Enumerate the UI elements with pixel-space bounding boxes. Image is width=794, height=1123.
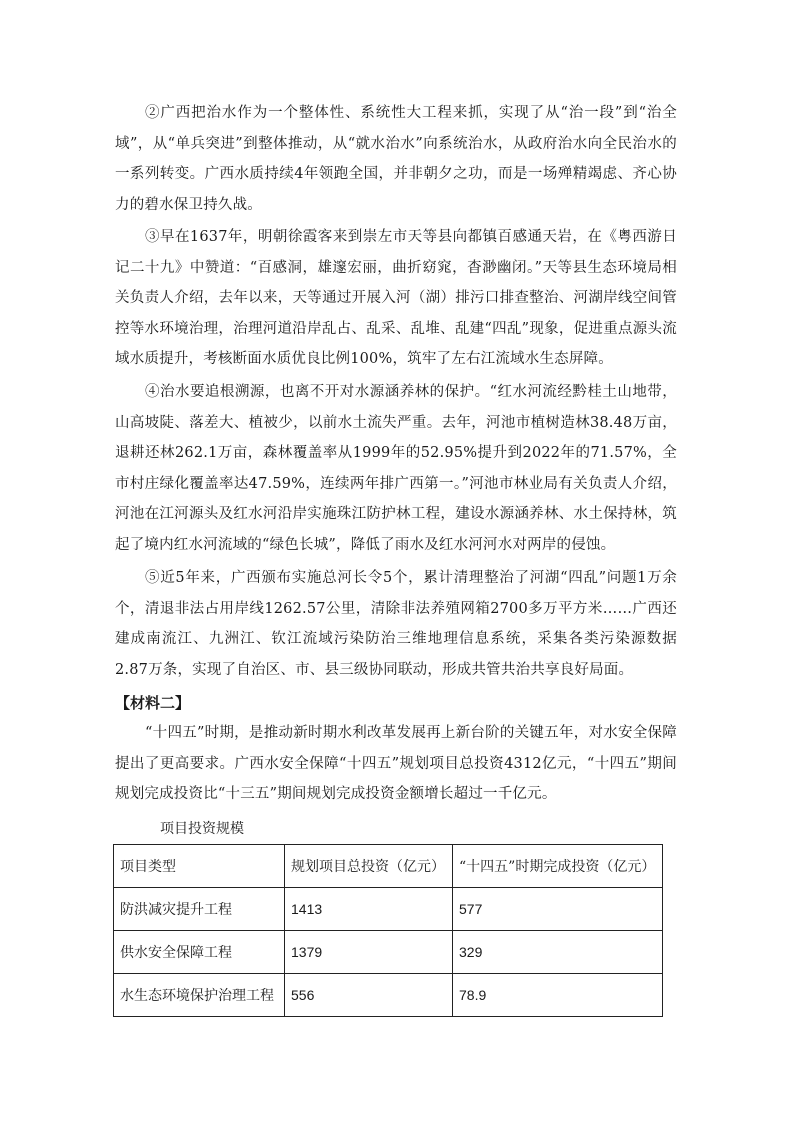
cell-project-type: 防洪减灾提升工程 (114, 888, 285, 931)
paragraph-4: ④治水要追根溯源，也离不开对水源涵养林的保护。“红水河流经黔桂土山地带，山高坡陡、落差大、植被少，以前水土流失严重。去年，河池市植树造林38.48万亩，退耕还林262.1万亩，森林覆盖率从1999年的52.95%提升到2022年的71.57%，全市村庄绿化覆盖率达47.59%，连续两年排广西第一。”河池市林业局有关负责人介绍，河池在江河源头及红水河沿岸实施珠江防护林工程，建设水源涵养林、水土保持林，筑起了境内红水河流域的“绿色长城”，降低了雨水及红水河河水对两岸的侵蚀。 (115, 384, 677, 553)
header-planned-total: 规划项目总投资（亿元） (285, 845, 453, 888)
paragraph-2: ②广西把治水作为一个整体性、系统性大工程来抓，实现了从“治一段”到“治全域”，从“单兵突进”到整体推动，从“就水治水”向系统治水，从政府治水向全民治水的一系列转变。广西水质持续4年领跑全国，并非朝夕之功，而是一场殚精竭虑、齐心协力的碧水保卫持久战。 (115, 105, 677, 213)
investment-table (113, 844, 663, 1017)
table-row (114, 974, 663, 1017)
cell-planned-total: 556 (285, 974, 453, 1017)
paragraph-3: ③早在1637年，明朝徐霞客来到崇左市天等县向都镇百感通天岩，在《粤西游日记二十九》中赞道：“百感洞，雄邃宏丽，曲折窈窕，杳渺幽闭。”天等县生态环境局相关负责人介绍，去年以来，天等通过开展入河（湖）排污口排查整治、河湖岸线空间管控等水环境治理，治理河道沿岸乱占、乱采、乱堆、乱建“四乱”现象，促进重点源头流域水质提升，考核断面水质优良比例100%，筑牢了左右江流域水生态屏障。 (115, 229, 677, 367)
table-row (114, 888, 663, 931)
cell-completed: 577 (453, 888, 663, 931)
material-2-paragraph: “十四五”时期，是推动新时期水利改革发展再上新台阶的关键五年，对水安全保障提出了更高要求。广西水安全保障“十四五”规划项目总投资4312亿元，“十四五”期间规划完成投资比“十三五”期间规划完成投资金额增长超过一千亿元。 (115, 725, 677, 802)
cell-planned-total: 1413 (285, 888, 453, 931)
cell-planned-total: 1379 (285, 931, 453, 974)
header-completed-14th: “十四五”时期完成投资（亿元） (453, 845, 663, 888)
cell-project-type: 水生态环境保护治理工程 (114, 974, 285, 1017)
table-row (114, 931, 663, 974)
cell-completed: 329 (453, 931, 663, 974)
table-header-row (114, 845, 663, 888)
paragraph-5: ⑤近5年来，广西颁布实施总河长令5个，累计清理整治了河湖“四乱”问题1万余个，清退非法占用岸线1262.57公里，清除非法养殖网箱2700多万平方米……广西还建成南流江、九洲江、钦江流域污染防治三维地理信息系统，采集各类污染源数据2.87万条，实现了自治区、市、县三级协同联动，形成共管共治共享良好局面。 (115, 570, 677, 678)
table-caption: 项目投资规模 (160, 821, 244, 837)
material-2-heading: 【材料二】 (115, 694, 191, 712)
cell-completed: 78.9 (453, 974, 663, 1017)
cell-project-type: 供水安全保障工程 (114, 931, 285, 974)
header-project-type: 项目类型 (114, 845, 285, 888)
